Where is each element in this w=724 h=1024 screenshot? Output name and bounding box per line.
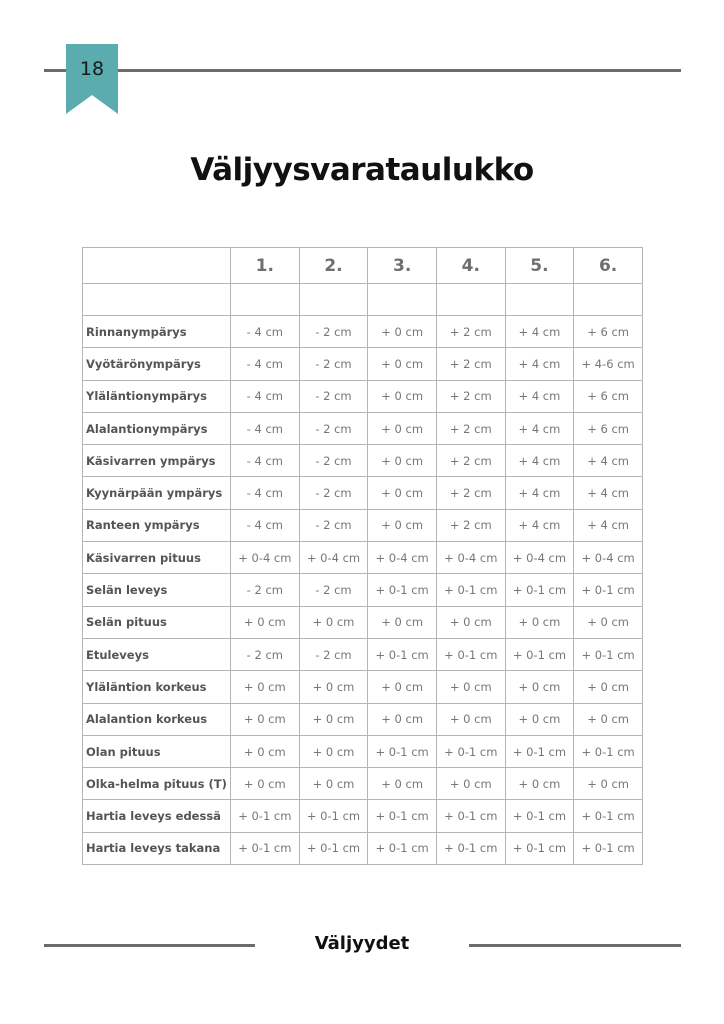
table-cell: - 4 cm	[231, 509, 300, 541]
table-cell	[368, 284, 437, 316]
row-label: Selän leveys	[83, 574, 231, 606]
table-cell: + 0 cm	[299, 606, 368, 638]
ease-allowance-table	[82, 247, 643, 865]
table-header-size: 1.	[231, 248, 300, 284]
table-cell: + 4 cm	[574, 477, 643, 509]
header-rule-left	[44, 69, 68, 72]
table-cell: + 0-1 cm	[436, 574, 505, 606]
table-row	[83, 735, 643, 767]
table-cell: + 0 cm	[368, 509, 437, 541]
page-number: 18	[79, 58, 105, 80]
table-cell: - 2 cm	[299, 638, 368, 670]
row-label: Ranteen ympärys	[83, 509, 231, 541]
table-cell: + 0 cm	[436, 768, 505, 800]
table-row	[83, 445, 643, 477]
table-cell: - 2 cm	[299, 412, 368, 444]
table-cell	[505, 284, 574, 316]
page-title: Väljyysvarataulukko	[190, 152, 534, 188]
table-row	[83, 638, 643, 670]
table-cell: + 0-1 cm	[574, 735, 643, 767]
table-cell: - 4 cm	[231, 380, 300, 412]
table-cell: - 2 cm	[299, 509, 368, 541]
table-cell: - 4 cm	[231, 348, 300, 380]
table-cell: - 2 cm	[231, 638, 300, 670]
table-cell: + 0 cm	[368, 348, 437, 380]
table-row	[83, 509, 643, 541]
table-cell: + 0 cm	[299, 703, 368, 735]
table-cell: + 0-1 cm	[299, 800, 368, 832]
table-cell: + 4 cm	[505, 348, 574, 380]
table-cell: + 0-1 cm	[231, 800, 300, 832]
table-cell: + 0 cm	[574, 703, 643, 735]
table-cell: - 4 cm	[231, 316, 300, 348]
table-cell: - 2 cm	[299, 574, 368, 606]
table-cell	[436, 284, 505, 316]
table-cell	[299, 284, 368, 316]
table-row	[83, 703, 643, 735]
table-cell: + 4 cm	[505, 380, 574, 412]
table-cell: + 0 cm	[436, 671, 505, 703]
table-cell: + 0-1 cm	[436, 735, 505, 767]
table-cell: + 0 cm	[368, 380, 437, 412]
row-label: Rinnanympärys	[83, 316, 231, 348]
table-cell: + 2 cm	[436, 348, 505, 380]
table-cell: + 0 cm	[505, 703, 574, 735]
table-cell: + 0-1 cm	[368, 832, 437, 864]
table-cell: + 0 cm	[505, 606, 574, 638]
table-cell: + 6 cm	[574, 380, 643, 412]
header-rule-right	[116, 69, 681, 72]
table-cell: + 0 cm	[231, 768, 300, 800]
table-header-size: 2.	[299, 248, 368, 284]
table-cell: + 0-1 cm	[368, 574, 437, 606]
table-cell: - 4 cm	[231, 477, 300, 509]
table-cell: + 0-1 cm	[574, 832, 643, 864]
row-label: Käsivarren ympärys	[83, 445, 231, 477]
table-cell: + 0-1 cm	[574, 800, 643, 832]
table-cell: - 2 cm	[231, 574, 300, 606]
table-cell: - 2 cm	[299, 316, 368, 348]
row-label: Olka-helma pituus (T)	[83, 768, 231, 800]
row-label: Hartia leveys edessä	[83, 800, 231, 832]
table-header-size: 6.	[574, 248, 643, 284]
table-cell: + 0-4 cm	[368, 542, 437, 574]
table-cell: + 0-1 cm	[574, 574, 643, 606]
table-cell: + 0 cm	[368, 477, 437, 509]
table-cell: + 0 cm	[299, 671, 368, 703]
table-cell: + 0-1 cm	[505, 574, 574, 606]
table-cell: + 0-1 cm	[436, 638, 505, 670]
table-cell: + 0 cm	[299, 768, 368, 800]
table-cell: + 0 cm	[368, 316, 437, 348]
table-cell: + 0 cm	[231, 703, 300, 735]
table-row	[83, 671, 643, 703]
table-cell: + 2 cm	[436, 477, 505, 509]
table-row	[83, 316, 643, 348]
table-cell: + 0-1 cm	[299, 832, 368, 864]
table-header-size: 4.	[436, 248, 505, 284]
table-cell: + 0-4 cm	[299, 542, 368, 574]
table-cell: + 0 cm	[231, 671, 300, 703]
table-cell: + 2 cm	[436, 380, 505, 412]
table-cell: + 0 cm	[231, 735, 300, 767]
table-cell: + 0 cm	[368, 445, 437, 477]
table-cell: + 0 cm	[368, 606, 437, 638]
table-row	[83, 768, 643, 800]
row-label: Alalantionympärys	[83, 412, 231, 444]
row-label: Hartia leveys takana	[83, 832, 231, 864]
table-cell: + 0-1 cm	[505, 638, 574, 670]
row-label: Kyynärpään ympärys	[83, 477, 231, 509]
table-cell: + 2 cm	[436, 412, 505, 444]
table-cell: + 6 cm	[574, 412, 643, 444]
table-cell: + 4 cm	[574, 509, 643, 541]
table-cell: + 0 cm	[368, 768, 437, 800]
footer-title: Väljyydet	[314, 933, 410, 954]
table-cell: + 0-4 cm	[505, 542, 574, 574]
table-cell: + 6 cm	[574, 316, 643, 348]
table-cell: + 0 cm	[436, 703, 505, 735]
table-cell: + 2 cm	[436, 509, 505, 541]
table-cell: + 4 cm	[505, 477, 574, 509]
table-cell: + 0-4 cm	[436, 542, 505, 574]
table-header-row	[83, 248, 643, 284]
table-cell: + 0-1 cm	[368, 800, 437, 832]
table-cell: + 4 cm	[574, 445, 643, 477]
row-label: Vyötärönympärys	[83, 348, 231, 380]
table-cell: + 0 cm	[368, 703, 437, 735]
table-row	[83, 800, 643, 832]
table-blank-row	[83, 284, 643, 316]
table-row	[83, 542, 643, 574]
table-header-size: 5.	[505, 248, 574, 284]
row-label: Selän pituus	[83, 606, 231, 638]
table-cell: - 2 cm	[299, 477, 368, 509]
table-cell: + 0-1 cm	[436, 800, 505, 832]
table-cell: + 0 cm	[574, 768, 643, 800]
table-header-corner	[83, 248, 231, 284]
row-label: Yläläntion korkeus	[83, 671, 231, 703]
table-cell: + 4 cm	[505, 316, 574, 348]
table-cell: - 2 cm	[299, 445, 368, 477]
table-cell: + 4 cm	[505, 509, 574, 541]
table-cell: + 2 cm	[436, 316, 505, 348]
table-cell: + 0-4 cm	[231, 542, 300, 574]
table-cell: + 0 cm	[574, 671, 643, 703]
table-row	[83, 348, 643, 380]
row-label: Etuleveys	[83, 638, 231, 670]
table-cell	[574, 284, 643, 316]
table-row	[83, 477, 643, 509]
table-cell	[231, 284, 300, 316]
table-cell: + 0 cm	[574, 606, 643, 638]
table-cell: + 0-1 cm	[436, 832, 505, 864]
table-cell	[83, 284, 231, 316]
table-cell: - 4 cm	[231, 412, 300, 444]
table-cell: + 0-4 cm	[574, 542, 643, 574]
table-cell: + 0-1 cm	[574, 638, 643, 670]
row-label: Alalantion korkeus	[83, 703, 231, 735]
row-label: Olan pituus	[83, 735, 231, 767]
table-cell: + 0-1 cm	[505, 735, 574, 767]
table-cell: + 4 cm	[505, 412, 574, 444]
table-cell: + 0 cm	[368, 412, 437, 444]
table-cell: + 2 cm	[436, 445, 505, 477]
table-row	[83, 574, 643, 606]
table-cell: + 0-1 cm	[505, 800, 574, 832]
row-label: Yläläntionympärys	[83, 380, 231, 412]
table-cell: + 0 cm	[505, 671, 574, 703]
table-cell: - 4 cm	[231, 445, 300, 477]
table-cell: + 0 cm	[505, 768, 574, 800]
table-cell: + 0-1 cm	[505, 832, 574, 864]
table-cell: + 0-1 cm	[368, 735, 437, 767]
table-cell: - 2 cm	[299, 348, 368, 380]
table-cell: + 0-1 cm	[368, 638, 437, 670]
table-cell: + 0 cm	[299, 735, 368, 767]
table-row	[83, 412, 643, 444]
table-row	[83, 380, 643, 412]
table-row	[83, 832, 643, 864]
table-row	[83, 606, 643, 638]
table-cell: + 0 cm	[231, 606, 300, 638]
table-cell: + 4-6 cm	[574, 348, 643, 380]
table-cell: + 4 cm	[505, 445, 574, 477]
table-cell: + 0 cm	[368, 671, 437, 703]
table-cell: + 0-1 cm	[231, 832, 300, 864]
table-cell: - 2 cm	[299, 380, 368, 412]
table-cell: + 0 cm	[436, 606, 505, 638]
table-header-size: 3.	[368, 248, 437, 284]
row-label: Käsivarren pituus	[83, 542, 231, 574]
